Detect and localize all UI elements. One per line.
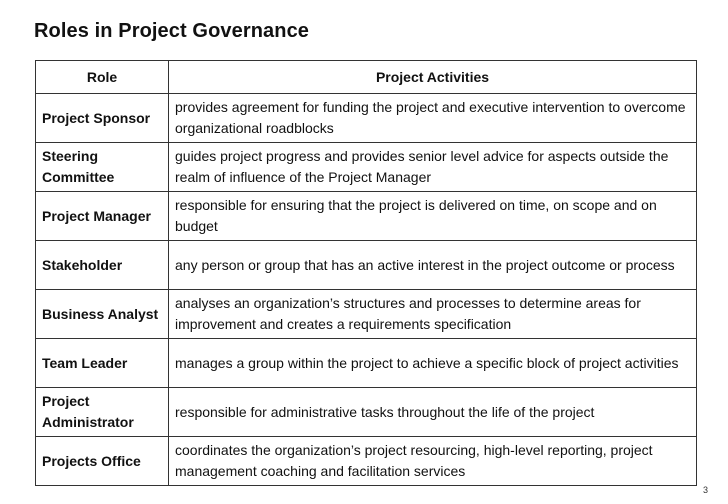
role-cell: Project Administrator [36, 388, 169, 437]
page-number: 3 [702, 485, 708, 495]
table-row [36, 192, 697, 241]
activity-cell: provides agreement for funding the project and executive intervention to overcome organizational roadblocks [169, 94, 697, 143]
activity-cell: any person or group that has an active interest in the project outcome or process [169, 241, 697, 290]
table-row [36, 290, 697, 339]
table-row [36, 143, 697, 192]
page-title: Roles in Project Governance [34, 20, 310, 42]
activity-cell: manages a group within the project to achieve a specific block of project activities [169, 339, 697, 388]
roles-table [35, 60, 697, 486]
table-row [36, 241, 697, 290]
role-cell: Stakeholder [36, 241, 169, 290]
activity-cell: responsible for administrative tasks throughout the life of the project [169, 388, 697, 437]
role-cell: Team Leader [36, 339, 169, 388]
role-cell: Business Analyst [36, 290, 169, 339]
column-header-role: Role [36, 61, 169, 94]
table-row [36, 339, 697, 388]
activity-cell: responsible for ensuring that the project is delivered on time, on scope and on budget [169, 192, 697, 241]
column-header-project-activities: Project Activities [169, 61, 697, 94]
role-cell: Steering Committee [36, 143, 169, 192]
role-cell: Project Manager [36, 192, 169, 241]
role-cell: Project Sponsor [36, 94, 169, 143]
activity-cell: analyses an organization’s structures and processes to determine areas for improvement and creates a requirements specification [169, 290, 697, 339]
role-cell: Projects Office [36, 437, 169, 486]
activity-cell: coordinates the organization’s project resourcing, high-level reporting, project management coaching and facilitation services [169, 437, 697, 486]
table-row [36, 94, 697, 143]
table-header-row [36, 61, 697, 94]
table-row [36, 388, 697, 437]
activity-cell: guides project progress and provides senior level advice for aspects outside the realm of influence of the Project Manager [169, 143, 697, 192]
table-row [36, 437, 697, 486]
